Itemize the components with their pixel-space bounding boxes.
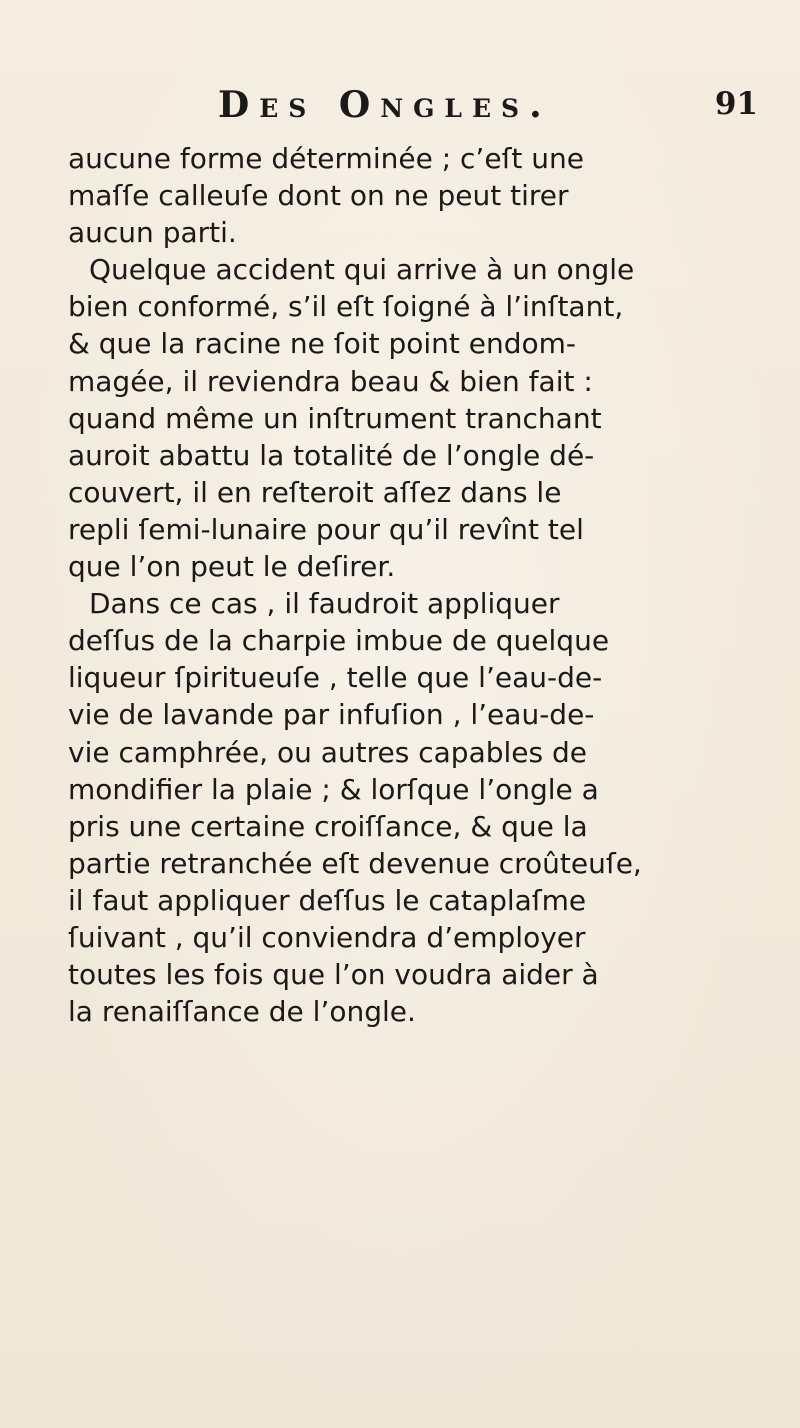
- text-line: bien conformé, s’il eſt ſoigné à l’inſtant,: [68, 290, 624, 324]
- paragraph-start-line: Quelque accident qui arrive à un ongle: [89, 253, 635, 287]
- text-line: pris une certaine croiſſance, & que la: [68, 809, 588, 843]
- text-line: vie de lavande par infuſion , l’eau-de-: [68, 698, 595, 732]
- text-line: repli ſemi-lunaire pour qu’il revînt tel: [68, 512, 584, 546]
- page-number: 91: [714, 86, 758, 122]
- text-line: couvert, il en reſteroit aſſez dans le: [68, 475, 562, 509]
- paragraph-start-line: Dans ce cas , il faudroit appliquer: [89, 587, 560, 621]
- text-line: toutes les fois que l’on voudra aider à: [68, 958, 599, 992]
- running-head: Des Ongles.: [218, 84, 552, 126]
- text-line: quand même un inſtrument tranchant: [68, 401, 602, 435]
- text-line: vie camphrée, ou autres capables de: [68, 735, 587, 769]
- page-header: [218, 84, 758, 134]
- text-line: mondifier la plaie ; & lorſque l’ongle a: [68, 772, 599, 806]
- text-line: aucun parti.: [68, 216, 237, 250]
- text-line: partie retranchée eſt devenue croûteuſe,: [68, 846, 642, 880]
- text-line: la renaiſſance de l’ongle.: [68, 995, 416, 1029]
- text-line: & que la racine ne ſoit point endom-: [68, 327, 577, 361]
- text-line: auroit abattu la totalité de l’ongle dé-: [68, 438, 595, 472]
- text-line: liqueur ſpiritueuſe , telle que l’eau-de-: [68, 661, 603, 695]
- text-line: magée, il reviendra beau & bien fait :: [68, 364, 593, 398]
- text-line: ſuivant , qu’il conviendra d’employer: [68, 920, 586, 954]
- text-line: maſſe calleuſe dont on ne peut tirer: [68, 179, 569, 213]
- body-text: [68, 140, 748, 1030]
- text-line: il faut appliquer deſſus le cataplaſme: [68, 883, 587, 917]
- text-line: aucune forme déterminée ; c’eſt une: [68, 142, 585, 175]
- text-line: que l’on peut le deſirer.: [68, 550, 396, 584]
- text-line: deſſus de la charpie imbue de quelque: [68, 624, 610, 658]
